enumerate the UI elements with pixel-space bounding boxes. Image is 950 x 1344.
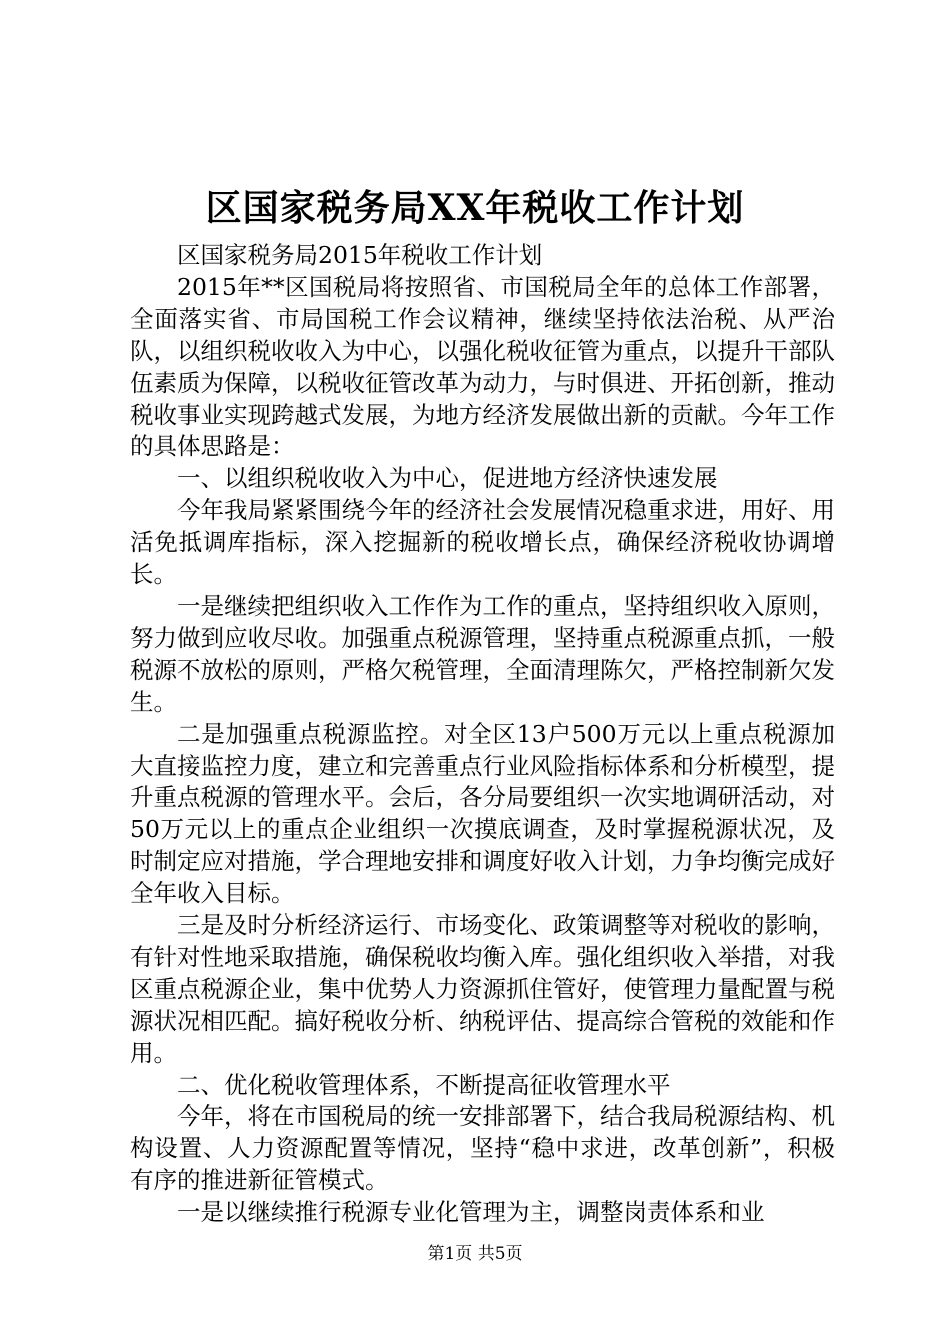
paragraph: 二是加强重点税源监控。对全区13户500万元以上重点税源加大直接监控力度，建立和完善重点行业风险指标体系和分析模型，提升重点税源的管理水平。会后，各分局要组织一次实地调研活动，对50万元以上的重点企业组织一次摸底调查，及时掌握税源状况，及时制定应对措施，学合理地安排和调度好收入计划，力争均衡完成好全年收入目标。	[130, 719, 835, 908]
page-number-footer: 第1页 共5页	[427, 1244, 523, 1264]
paragraph: 三是及时分析经济运行、市场变化、政策调整等对税收的影响，有针对性地采取措施，确保税收均衡入库。强化组织收入举措，对我区重点税源企业，集中优势人力资源抓住管好，使管理力量配置与税源状况相匹配。搞好税收分析、纳税评估、提高综合管税的效能和作用。	[130, 911, 835, 1067]
section-heading: 二、优化税收管理体系，不断提高征收管理水平	[177, 1070, 671, 1099]
paragraph: 今年，将在市国税局的统一安排部署下，结合我局税源结构、机构设置、人力资源配置等情况，坚持“稳中求进，改革创新”，积极有序的推进新征管模式。	[130, 1102, 835, 1195]
document-title: 区国家税务局XX年税收工作计划	[205, 187, 745, 229]
document-body	[130, 240, 835, 1229]
section-heading: 一、以组织税收收入为中心，促进地方经济快速发展	[177, 464, 718, 493]
paragraph: 今年我局紧紧围绕今年的经济社会发展情况稳重求进，用好、用活免抵调库指标，深入挖掘新的税收增长点，确保经济税收协调增长。	[130, 496, 835, 589]
paragraph: 一是以继续推行税源专业化管理为主，调整岗责体系和业	[177, 1198, 765, 1227]
paragraph: 2015年**区国税局将按照省、市国税局全年的总体工作部署，全面落实省、市局国税工作会议精神，继续坚持依法治税、从严治队，以组织税收收入为中心，以强化税收征管为重点，以提升干部队伍素质为保障，以税收征管改革为动力，与时俱进、开拓创新，推动税收事业实现跨越式发展，为地方经济发展做出新的贡献。今年工作的具体思路是：	[130, 272, 835, 461]
paragraph: 一是继续把组织收入工作作为工作的重点，坚持组织收入原则，努力做到应收尽收。加强重点税源管理，坚持重点税源重点抓，一般税源不放松的原则，严格欠税管理，全面清理陈欠，严格控制新欠发生。	[130, 591, 835, 716]
paragraph: 区国家税务局2015年税收工作计划	[177, 241, 543, 269]
